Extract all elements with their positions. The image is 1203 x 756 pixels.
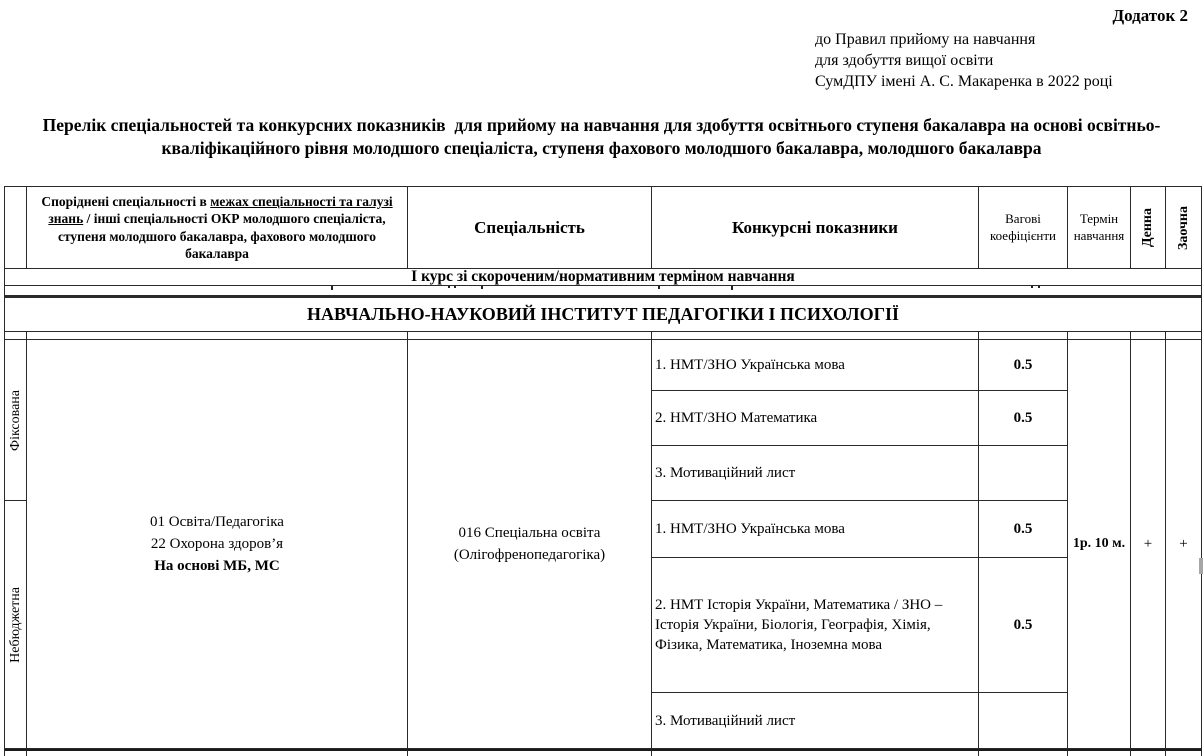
clipped-row	[5, 286, 1202, 296]
clipped-text-fragment	[1038, 286, 1040, 288]
sliver-cell	[979, 332, 1068, 340]
partial-row-cell	[652, 749, 979, 756]
indicator-row-label: 1. НМТ/ЗНО Українська мова	[652, 501, 979, 558]
related-specialties-cell	[27, 340, 408, 749]
weight-value: 0.5	[979, 391, 1068, 446]
partial-row-cell	[1166, 749, 1202, 756]
clipped-text-fragment	[731, 286, 733, 290]
clipped-text-fragment	[448, 286, 450, 288]
funding-label-nonbudget	[5, 501, 27, 749]
fixed-label: Фіксована	[7, 389, 23, 451]
partial-row-cell	[408, 749, 652, 756]
indicator-row-label: 2. НМТ Історія України, Математика / ЗНО – Історія України, Біологія, Географія, Хімія, Фізика, Математика, Іноземна мова	[652, 558, 979, 693]
header-weights: Вагові коефіцієнти	[979, 187, 1068, 269]
duration-cell: 1р. 10 м.	[1068, 340, 1131, 749]
header-part-time	[1166, 187, 1202, 269]
specialty-line: 016 Спеціальна освіта	[458, 525, 601, 541]
part-time-mark: +	[1166, 340, 1202, 749]
header-full-time	[1131, 187, 1166, 269]
header-empty-cell	[5, 187, 27, 269]
page-title: Перелік спеціальностей та конкурсних показників для прийому на навчання для здобуття освітнього ступеня бакалавра на основі освітньо-кваліфікаційного рівня молодшого спеціаліста, ступеня фахового молодшого бакалавра, молодшого бакалавра	[42, 115, 1161, 158]
related-text-after: / інші спеціальності ОКР молодшого спеціаліста, ступеня молодшого бакалавра, фахового молодшого бакалавра	[57, 211, 386, 261]
clipped-text-fragment	[331, 286, 333, 290]
appendix-line: СумДПУ імені А. С. Макаренка в 2022 році	[815, 73, 1113, 90]
sliver-cell	[27, 332, 408, 340]
header-related-specialties	[27, 187, 408, 269]
specialty-text	[454, 522, 605, 566]
course-banner: І курс зі скороченим/нормативним терміном навчання	[5, 269, 1202, 286]
clipped-text-fragment	[1031, 286, 1033, 288]
nonbudget-label: Небюджетна	[7, 586, 23, 663]
specialties-table	[4, 186, 1202, 756]
partial-row-cell	[979, 749, 1068, 756]
appendix-label: Додаток 2	[1112, 6, 1188, 25]
weight-value: 0.5	[979, 558, 1068, 693]
header-specialty: Спеціальність	[408, 187, 652, 269]
sliver-cell	[652, 332, 979, 340]
related-specialties-text	[150, 511, 284, 577]
weight-value: 0.5	[979, 340, 1068, 391]
header-indicators: Конкурсні показники	[652, 187, 979, 269]
clipped-text-fragment	[658, 286, 660, 289]
weight-value	[979, 693, 1068, 749]
header-duration: Термін навчання	[1068, 187, 1131, 269]
sliver-cell	[1166, 332, 1202, 340]
header-related-text	[37, 193, 397, 262]
partial-row-cell	[1068, 749, 1131, 756]
appendix-reference	[815, 29, 1113, 92]
partial-row-cell	[27, 749, 408, 756]
specialty-line: (Олігофренопедагогіка)	[453, 547, 606, 563]
indicator-row-label: 2. НМТ/ЗНО Математика	[652, 391, 979, 446]
indicator-row-label: 3. Мотиваційний лист	[652, 446, 979, 501]
specialty-cell	[408, 340, 652, 749]
clipped-text-fragment	[454, 286, 456, 288]
funding-label-fixed	[5, 340, 27, 501]
indicator-row-label: 1. НМТ/ЗНО Українська мова	[652, 340, 979, 391]
related-text-before: Споріднені спеціальності в	[41, 193, 211, 209]
related-line: 22 Охорона здоров’я	[150, 536, 284, 552]
full-time-mark: +	[1131, 340, 1166, 749]
sliver-cell	[408, 332, 652, 340]
sliver-cell	[1068, 332, 1131, 340]
weight-value: 0.5	[979, 501, 1068, 558]
full-time-label: Денна	[1140, 207, 1155, 248]
section-header-institute: НАВЧАЛЬНО-НАУКОВИЙ ІНСТИТУТ ПЕДАГОГІКИ І ПСИХОЛОГІЇ	[5, 296, 1202, 332]
indicator-row-label: 3. Мотиваційний лист	[652, 693, 979, 749]
related-text-underlined: межах спеціальності та галузі знань	[48, 193, 393, 227]
appendix-line: для здобуття вищої освіти	[815, 52, 994, 69]
sliver-cell	[5, 332, 27, 340]
clipped-text-fragment	[481, 286, 483, 289]
partial-row-cell	[1131, 749, 1166, 756]
related-line: 01 Освіта/Педагогіка	[150, 514, 284, 530]
sliver-cell	[1131, 332, 1166, 340]
partial-row-cell	[5, 749, 27, 756]
scrollbar-thumb[interactable]	[1199, 558, 1203, 574]
part-time-label: Заочна	[1175, 205, 1191, 250]
appendix-line: до Правил прийому на навчання	[815, 31, 1036, 48]
related-line-basis: На основі МБ, МС	[154, 558, 280, 574]
weight-value	[979, 446, 1068, 501]
